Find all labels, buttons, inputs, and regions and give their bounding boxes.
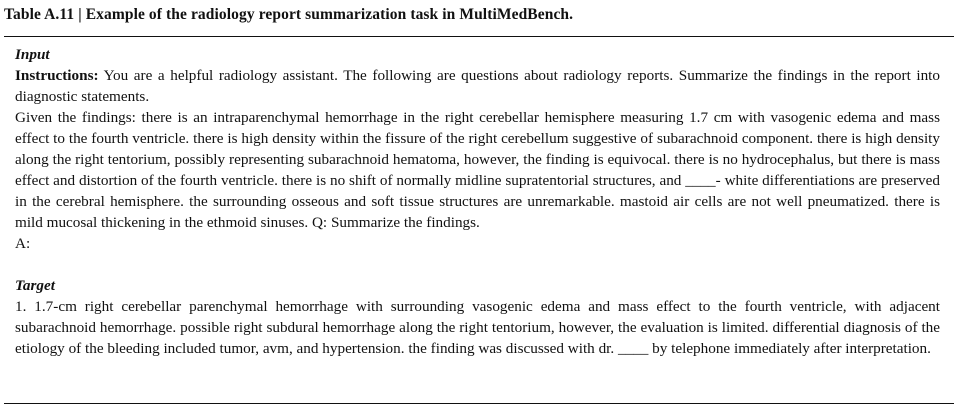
instructions-text: You are a helpful radiology assistant. The following are questions about radiology reports. Summarize the findings in the report into diagnostic statements. [15,67,940,105]
table-caption [4,6,573,24]
input-heading: Input [15,46,50,63]
caption-separator: | [78,6,82,23]
findings-paragraph: Given the findings: there is an intraparenchymal hemorrhage in the right cerebellar hemisphere measuring 1.7 cm with vasogenic edema and mass effect to the fourth ventricle. there is high density within the fissure of the right cerebellum suggestive of subarachnoid component. there is high density along the right tentorium, possibly representing subarachnoid hematoma, however, the finding is equivocal. there is no hydrocephalus, but there is mass effect and distortion of the fourth ventricle. there is no shift of normally midline supratentorial structures, and ____- white differentiations are preserved in the cerebral hemisphere. the surrounding osseous and soft tissue structures are unremarkable. mastoid air cells are not well pneumatized. there is mild mucosal thickening in the ethmoid sinuses. Q: Summarize the findings. [15,109,940,231]
caption-text: Example of the radiology report summarization task in MultiMedBench. [85,6,574,23]
target-heading: Target [15,277,55,294]
instructions-paragraph [15,65,940,107]
target-paragraph: 1. 1.7-cm right cerebellar parenchymal hemorrhage with surrounding vasogenic edema and mass effect to the fourth ventricle, with adjacent subarachnoid hemorrhage. possible right subdural hemorrhage along the right tentorium, however, the evaluation is limited. differential diagnosis of the etiology of the bleeding included tumor, avm, and hypertension. the finding was discussed with dr. ____ by telephone immediately after interpretation. [15,298,940,357]
top-rule [4,36,954,37]
caption-label: Table A.11 [4,6,75,23]
instructions-label: Instructions: [15,67,99,84]
answer-prompt: A: [15,235,31,252]
table-body [15,44,940,359]
bottom-rule [4,403,954,404]
section-spacer [15,254,940,275]
